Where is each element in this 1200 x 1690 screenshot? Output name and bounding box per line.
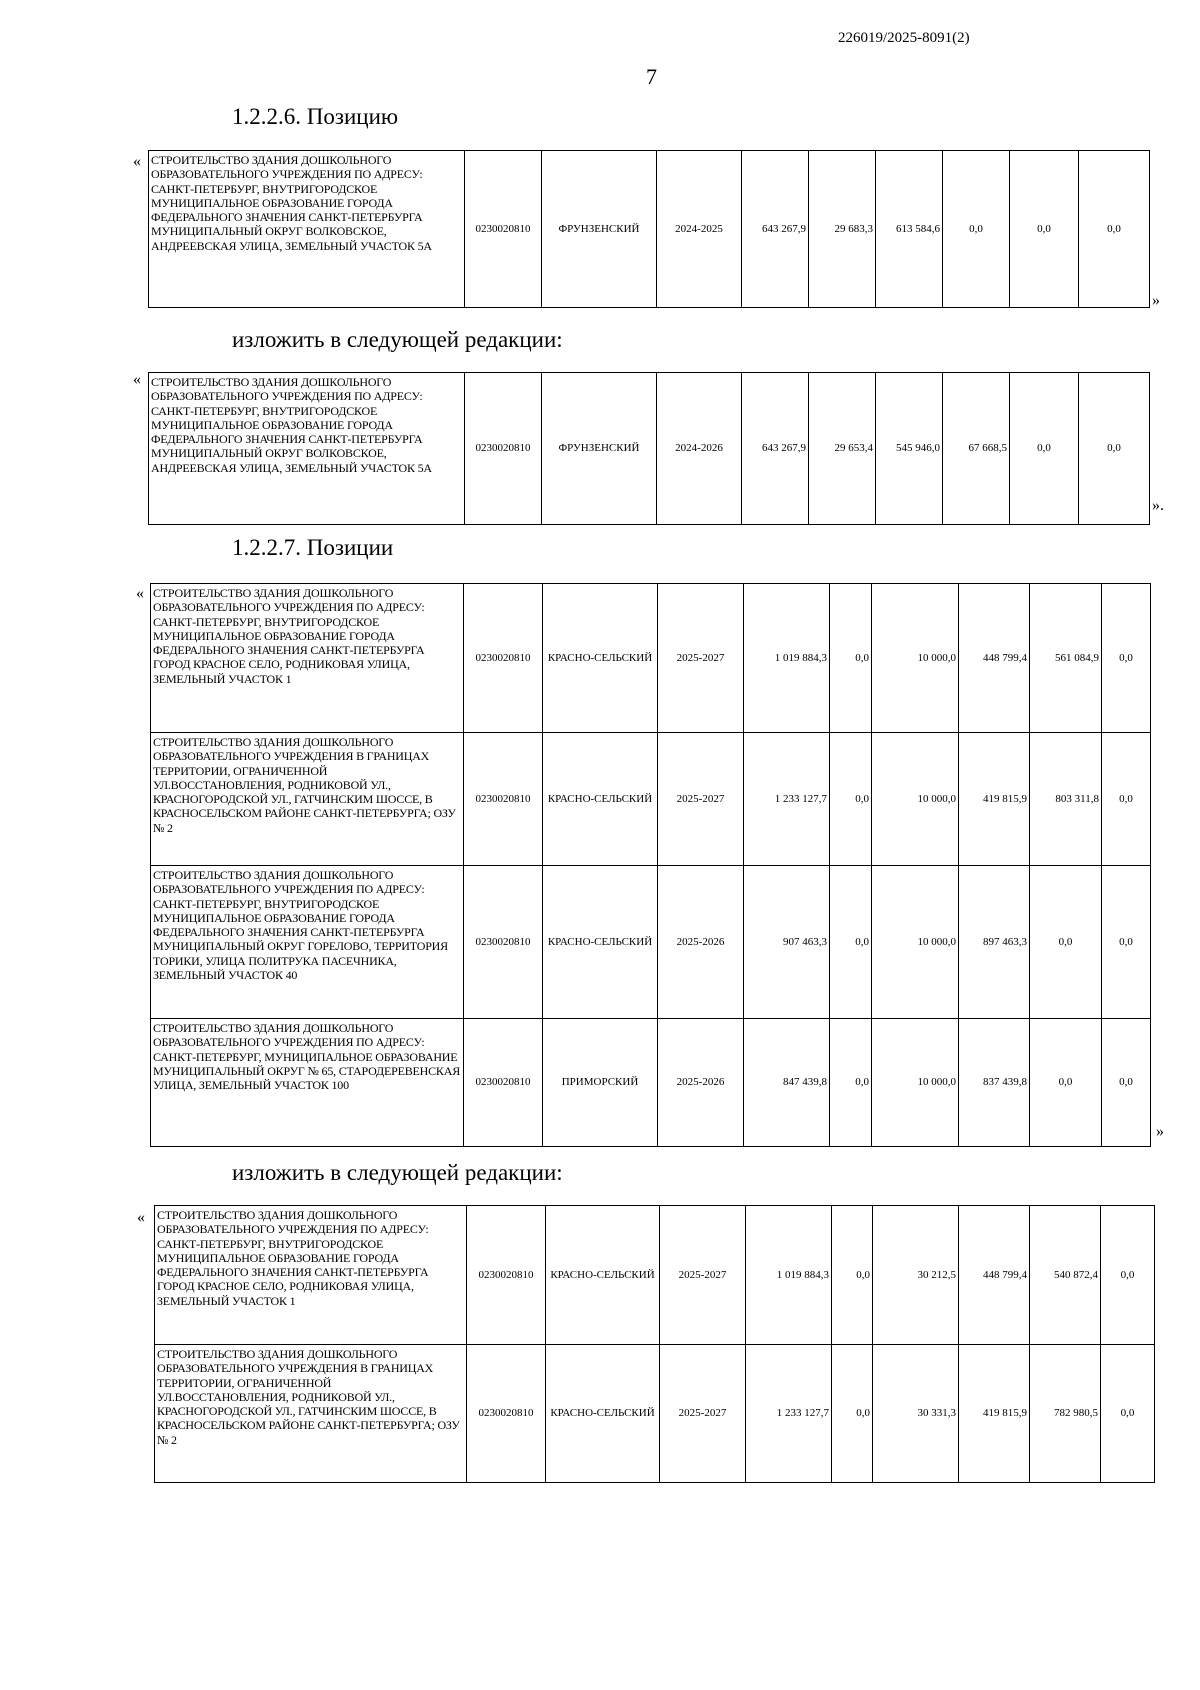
total-cost-cell: 1 019 884,3 [746,1206,832,1345]
district-cell: ФРУНЗЕНСКИЙ [542,373,657,525]
value-cell: 0,0 [1010,151,1079,308]
object-name-cell: СТРОИТЕЛЬСТВО ЗДАНИЯ ДОШКОЛЬНОГО ОБРАЗОВАТЕЛЬНОГО УЧРЕЖДЕНИЯ ПО АДРЕСУ: САНКТ-ПЕТЕРБУРГ, ВНУТРИГОРОДСКОЕ МУНИЦИПАЛЬНОЕ ОБРАЗОВАНИЕ ГОРОДА ФЕДЕРАЛЬНОГО ЗНАЧЕНИЯ САНКТ-ПЕТЕРБУРГА МУНИЦИПАЛЬНЫЙ ОКРУГ ВОЛКОВСКОЕ, АНДРЕЕВСКАЯ УЛИЦА, ЗЕМЕЛЬНЫЙ УЧАСТОК 5А [149,151,465,308]
open-quote-3: « [136,585,144,602]
object-name-cell: СТРОИТЕЛЬСТВО ЗДАНИЯ ДОШКОЛЬНОГО ОБРАЗОВАТЕЛЬНОГО УЧРЕЖДЕНИЯ ПО АДРЕСУ: САНКТ-ПЕТЕРБУРГ, ВНУТРИГОРОДСКОЕ МУНИЦИПАЛЬНОЕ ОБРАЗОВАНИЕ ГОРОДА ФЕДЕРАЛЬНОГО ЗНАЧЕНИЯ САНКТ-ПЕТЕРБУРГА МУНИЦИПАЛЬНЫЙ ОКРУГ ГОРЕЛОВО, ТЕРРИТОРИЯ ТОРИКИ, УЛИЦА ПОЛИТРУКА ПАСЕЧНИКА, ЗЕМЕЛЬНЫЙ УЧАСТОК 40 [151,866,464,1019]
value-cell: 30 212,5 [873,1206,959,1345]
value-cell: 540 872,4 [1030,1206,1101,1345]
code-cell: 0230020810 [464,866,543,1019]
object-name-cell: СТРОИТЕЛЬСТВО ЗДАНИЯ ДОШКОЛЬНОГО ОБРАЗОВАТЕЛЬНОГО УЧРЕЖДЕНИЯ ПО АДРЕСУ: САНКТ-ПЕТЕРБУРГ, ВНУТРИГОРОДСКОЕ МУНИЦИПАЛЬНОЕ ОБРАЗОВАНИЕ ГОРОДА ФЕДЕРАЛЬНОГО ЗНАЧЕНИЯ САНКТ-ПЕТЕРБУРГА МУНИЦИПАЛЬНЫЙ ОКРУГ ВОЛКОВСКОЕ, АНДРЕЕВСКАЯ УЛИЦА, ЗЕМЕЛЬНЫЙ УЧАСТОК 5А [149,373,465,525]
total-cost-cell: 847 439,8 [744,1019,830,1147]
code-cell: 0230020810 [464,584,543,733]
close-quote-3: » [1156,1123,1164,1140]
value-cell: 10 000,0 [872,866,959,1019]
object-name-cell: СТРОИТЕЛЬСТВО ЗДАНИЯ ДОШКОЛЬНОГО ОБРАЗОВАТЕЛЬНОГО УЧРЕЖДЕНИЯ В ГРАНИЦАХ ТЕРРИТОРИИ, ОГРАНИЧЕННОЙ УЛ.ВОССТАНОВЛЕНИЯ, РОДНИКОВОЙ УЛ., КРАСНОГОРОДСКОЙ УЛ., ГАТЧИНСКИМ ШОССЕ, В КРАСНОСЕЛЬСКОМ РАЙОНЕ САНКТ-ПЕТЕРБУРГА; ОЗУ № 2 [151,733,464,866]
value-cell: 0,0 [830,1019,872,1147]
district-cell: ПРИМОРСКИЙ [543,1019,658,1147]
period-cell: 2024-2026 [657,373,742,525]
value-cell: 0,0 [1079,151,1150,308]
value-cell: 419 815,9 [959,733,1030,866]
total-cost-cell: 1 019 884,3 [744,584,830,733]
value-cell: 0,0 [832,1345,873,1483]
page-number: 7 [646,64,657,89]
edit-phrase-1: изложить в следующей редакции: [232,327,563,352]
table-row [149,151,1150,308]
value-cell: 0,0 [943,151,1010,308]
value-cell: 419 815,9 [959,1345,1030,1483]
value-cell: 0,0 [832,1206,873,1345]
total-cost-cell: 1 233 127,7 [746,1345,832,1483]
district-cell: ФРУНЗЕНСКИЙ [542,151,657,308]
value-cell: 30 331,3 [873,1345,959,1483]
district-cell: КРАСНО-СЕЛЬСКИЙ [546,1345,660,1483]
value-cell: 0,0 [830,866,872,1019]
period-cell: 2025-2027 [660,1206,746,1345]
code-cell: 0230020810 [465,151,542,308]
section-heading-1-2-2-6: 1.2.2.6. Позицию [232,104,399,129]
object-name-cell: СТРОИТЕЛЬСТВО ЗДАНИЯ ДОШКОЛЬНОГО ОБРАЗОВАТЕЛЬНОГО УЧРЕЖДЕНИЯ ПО АДРЕСУ: САНКТ-ПЕТЕРБУРГ, ВНУТРИГОРОДСКОЕ МУНИЦИПАЛЬНОЕ ОБРАЗОВАНИЕ ГОРОДА ФЕДЕРАЛЬНОГО ЗНАЧЕНИЯ САНКТ-ПЕТЕРБУРГА ГОРОД КРАСНОЕ СЕЛО, РОДНИКОВАЯ УЛИЦА, ЗЕМЕЛЬНЫЙ УЧАСТОК 1 [151,584,464,733]
open-quote-1: « [133,153,141,170]
document-number: 226019/2025-8091(2) [838,30,970,46]
value-cell: 0,0 [1102,1019,1151,1147]
value-cell: 10 000,0 [872,1019,959,1147]
period-cell: 2025-2026 [658,1019,744,1147]
table-row [151,733,1151,866]
position-table-new-1-2-2-7 [154,1205,1155,1483]
code-cell: 0230020810 [465,373,542,525]
value-cell: 561 084,9 [1030,584,1102,733]
value-cell: 803 311,8 [1030,733,1102,866]
value-cell: 0,0 [1010,373,1079,525]
value-cell: 0,0 [830,733,872,866]
code-cell: 0230020810 [467,1206,546,1345]
value-cell: 29 653,4 [809,373,876,525]
total-cost-cell: 907 463,3 [744,866,830,1019]
district-cell: КРАСНО-СЕЛЬСКИЙ [543,733,658,866]
value-cell: 448 799,4 [959,1206,1030,1345]
code-cell: 0230020810 [464,733,543,866]
value-cell: 545 946,0 [876,373,943,525]
value-cell: 0,0 [1102,584,1151,733]
value-cell: 67 668,5 [943,373,1010,525]
table-row [151,1019,1151,1147]
total-cost-cell: 643 267,9 [742,151,809,308]
value-cell: 0,0 [1030,866,1102,1019]
district-cell: КРАСНО-СЕЛЬСКИЙ [543,584,658,733]
open-quote-4: « [137,1209,145,1226]
edit-phrase-2: изложить в следующей редакции: [232,1160,563,1185]
open-quote-2: « [133,371,141,388]
period-cell: 2025-2027 [658,584,744,733]
object-name-cell: СТРОИТЕЛЬСТВО ЗДАНИЯ ДОШКОЛЬНОГО ОБРАЗОВАТЕЛЬНОГО УЧРЕЖДЕНИЯ ПО АДРЕСУ: САНКТ-ПЕТЕРБУРГ, ВНУТРИГОРОДСКОЕ МУНИЦИПАЛЬНОЕ ОБРАЗОВАНИЕ ГОРОДА ФЕДЕРАЛЬНОГО ЗНАЧЕНИЯ САНКТ-ПЕТЕРБУРГА ГОРОД КРАСНОЕ СЕЛО, РОДНИКОВАЯ УЛИЦА, ЗЕМЕЛЬНЫЙ УЧАСТОК 1 [155,1206,467,1345]
period-cell: 2024-2025 [657,151,742,308]
section-heading-1-2-2-7: 1.2.2.7. Позиции [232,535,394,560]
value-cell: 897 463,3 [959,866,1030,1019]
value-cell: 837 439,8 [959,1019,1030,1147]
table-row [155,1345,1155,1483]
table-row [151,584,1151,733]
value-cell: 0,0 [1079,373,1150,525]
district-cell: КРАСНО-СЕЛЬСКИЙ [546,1206,660,1345]
value-cell: 448 799,4 [959,584,1030,733]
position-table-new-1-2-2-6 [148,372,1150,525]
position-table-old-1-2-2-7 [150,583,1151,1147]
value-cell: 0,0 [1102,866,1151,1019]
total-cost-cell: 643 267,9 [742,373,809,525]
position-table-old-1-2-2-6 [148,150,1150,308]
value-cell: 10 000,0 [872,584,959,733]
period-cell: 2025-2027 [660,1345,746,1483]
value-cell: 29 683,3 [809,151,876,308]
code-cell: 0230020810 [464,1019,543,1147]
value-cell: 0,0 [1030,1019,1102,1147]
value-cell: 10 000,0 [872,733,959,866]
value-cell: 782 980,5 [1030,1345,1101,1483]
value-cell: 0,0 [830,584,872,733]
period-cell: 2025-2026 [658,866,744,1019]
total-cost-cell: 1 233 127,7 [744,733,830,866]
table-row [149,373,1150,525]
close-quote-2: ». [1152,497,1164,514]
object-name-cell: СТРОИТЕЛЬСТВО ЗДАНИЯ ДОШКОЛЬНОГО ОБРАЗОВАТЕЛЬНОГО УЧРЕЖДЕНИЯ В ГРАНИЦАХ ТЕРРИТОРИИ, ОГРАНИЧЕННОЙ УЛ.ВОССТАНОВЛЕНИЯ, РОДНИКОВОЙ УЛ., КРАСНОГОРОДСКОЙ УЛ., ГАТЧИНСКИМ ШОССЕ, В КРАСНОСЕЛЬСКОМ РАЙОНЕ САНКТ-ПЕТЕРБУРГА; ОЗУ № 2 [155,1345,467,1483]
value-cell: 613 584,6 [876,151,943,308]
code-cell: 0230020810 [467,1345,546,1483]
table-row [155,1206,1155,1345]
district-cell: КРАСНО-СЕЛЬСКИЙ [543,866,658,1019]
value-cell: 0,0 [1102,733,1151,866]
table-row [151,866,1151,1019]
value-cell: 0,0 [1101,1345,1155,1483]
object-name-cell: СТРОИТЕЛЬСТВО ЗДАНИЯ ДОШКОЛЬНОГО ОБРАЗОВАТЕЛЬНОГО УЧРЕЖДЕНИЯ ПО АДРЕСУ: САНКТ-ПЕТЕРБУРГ, МУНИЦИПАЛЬНОЕ ОБРАЗОВАНИЕ МУНИЦИПАЛЬНЫЙ ОКРУГ № 65, СТАРОДЕРЕВЕНСКАЯ УЛИЦА, ЗЕМЕЛЬНЫЙ УЧАСТОК 100 [151,1019,464,1147]
value-cell: 0,0 [1101,1206,1155,1345]
period-cell: 2025-2027 [658,733,744,866]
close-quote-1: » [1152,292,1160,309]
